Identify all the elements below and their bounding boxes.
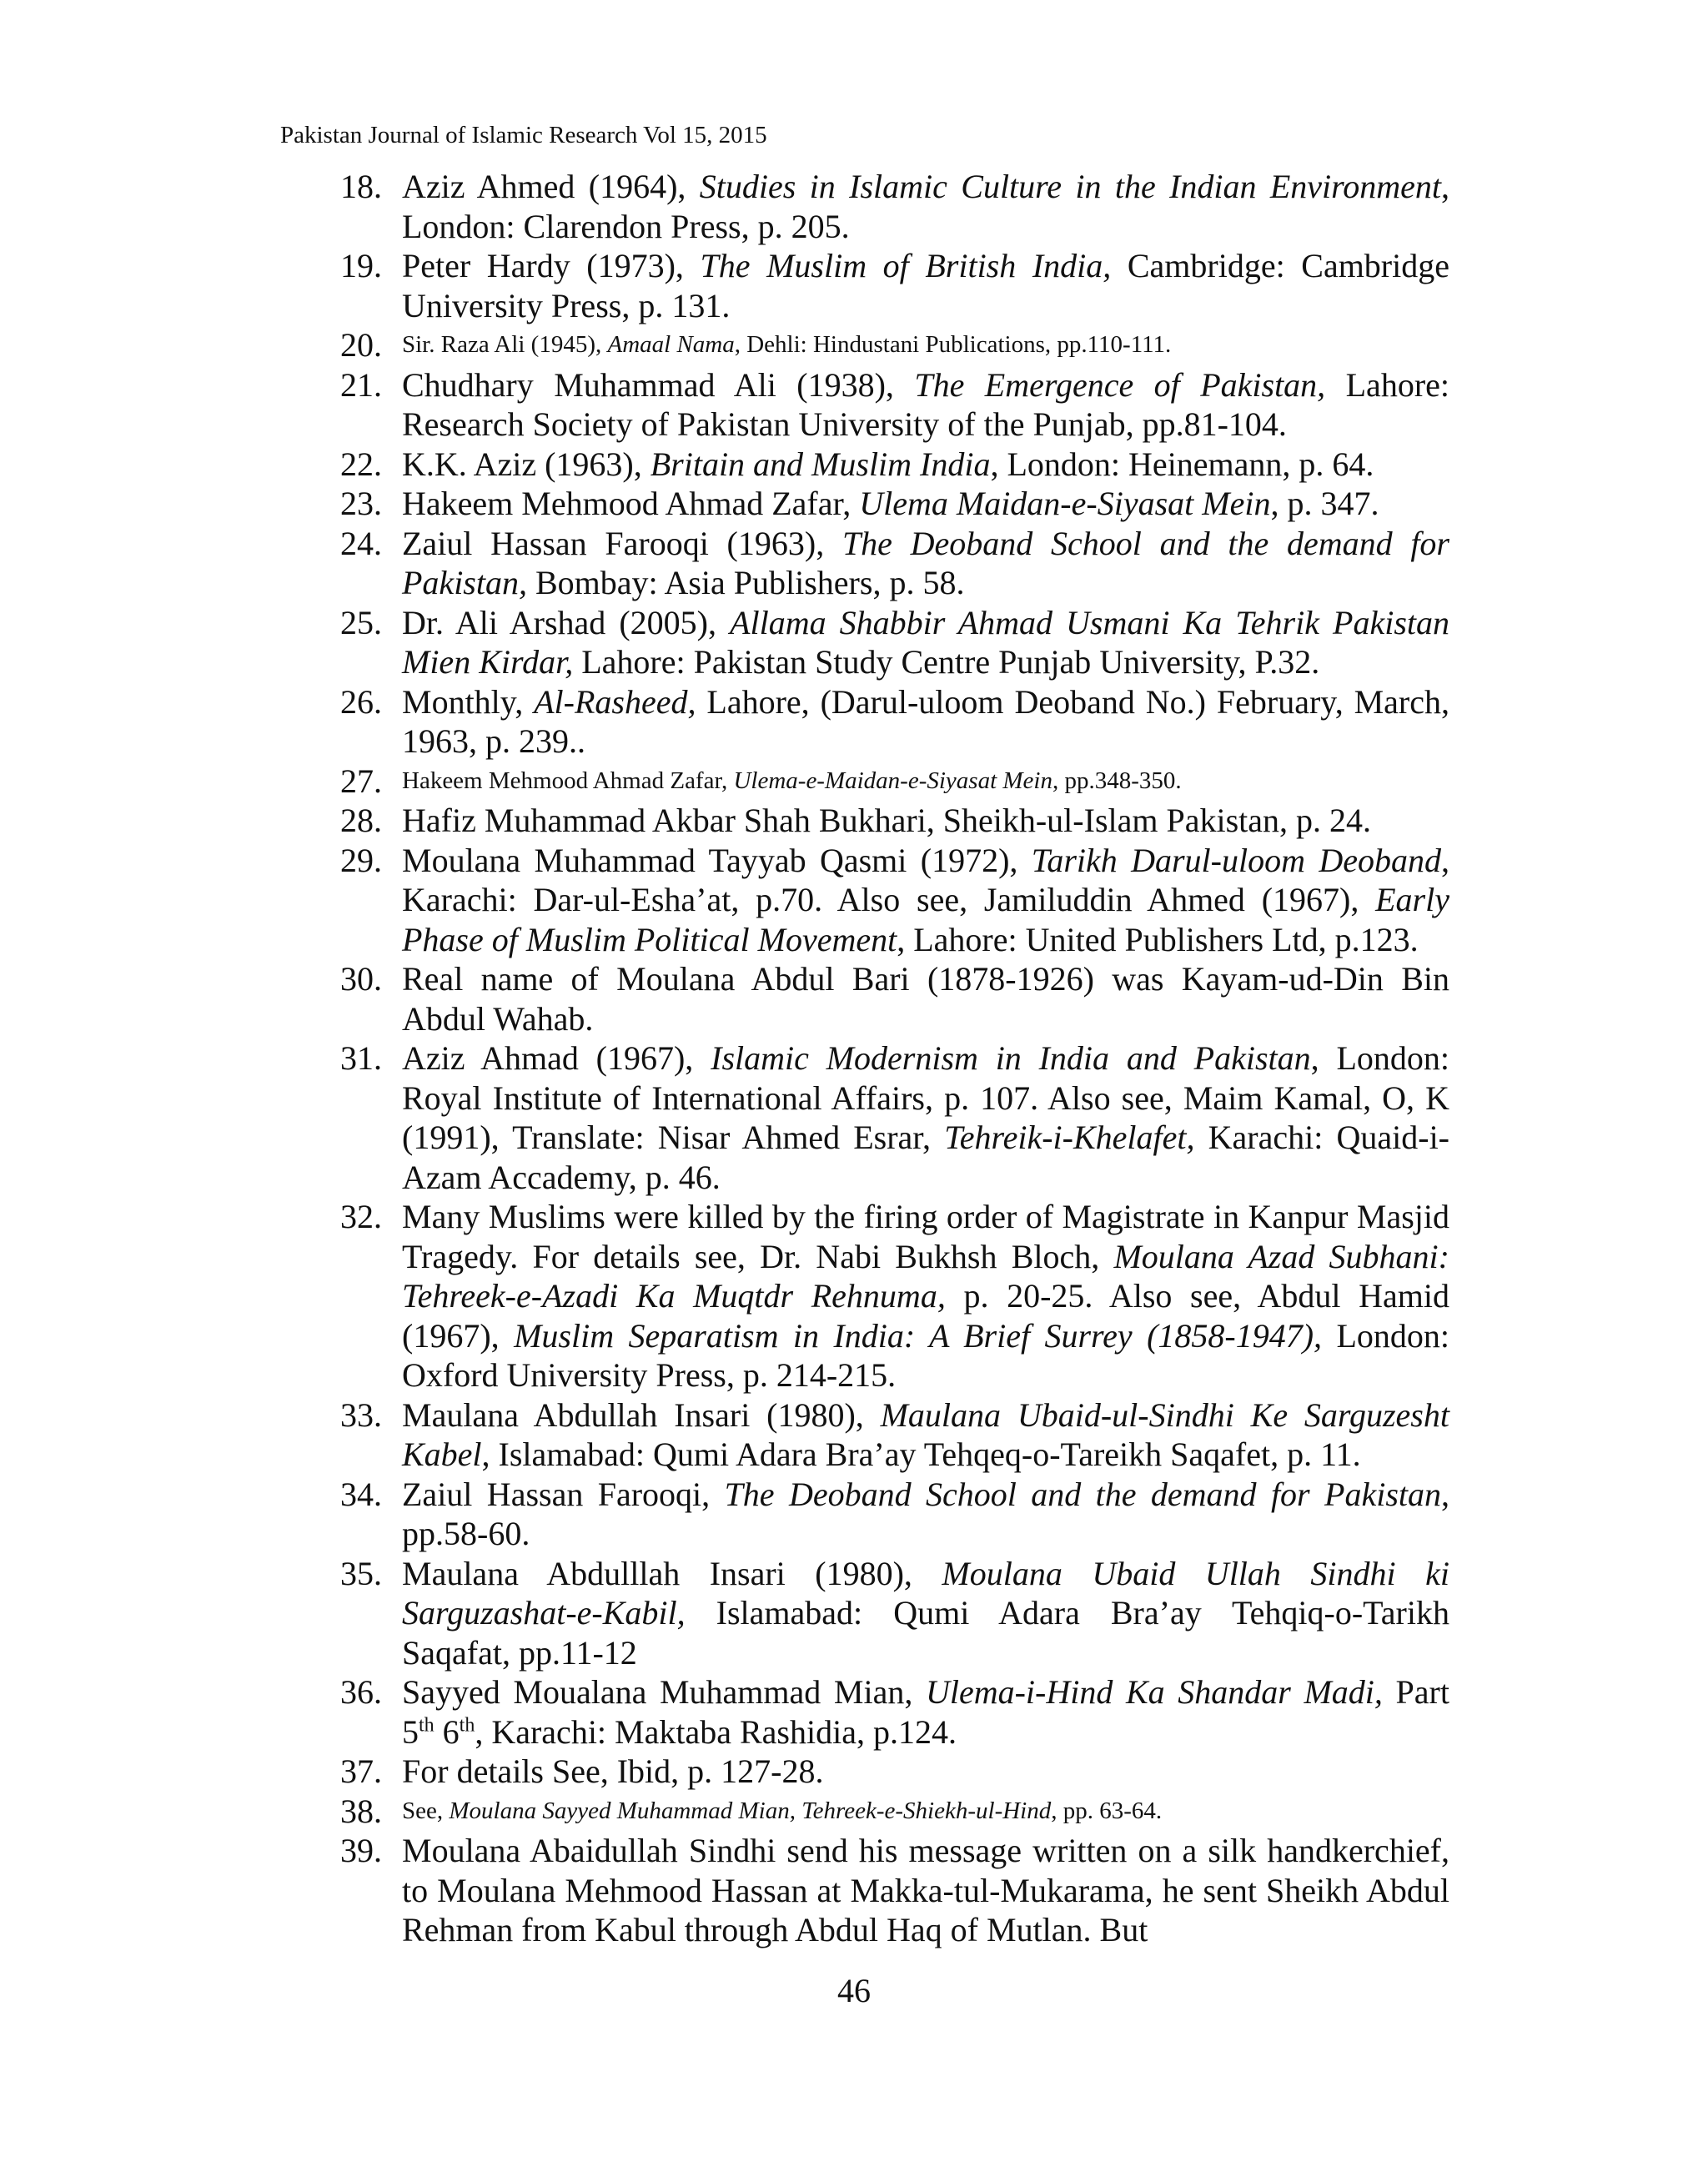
text-run: Real name of Moulana Abdul Bari (1878-1926) was Kayam-ud-Din Bin Abdul Wahab. — [402, 960, 1449, 1038]
endnote-number: 34. — [340, 1475, 382, 1513]
text-run: p. 20-25. Also see, Abdul Hamid (1967), — [402, 1277, 1450, 1355]
endnote-text — [402, 762, 1449, 802]
endnote-text — [402, 959, 1449, 1038]
endnote-number: 39. — [340, 1832, 382, 1869]
italic-title: Studies in Islamic Culture in the Indian Environment — [699, 168, 1441, 205]
italic-title: The Emergence of Pakistan, — [914, 365, 1326, 404]
endnote-text — [402, 682, 1449, 762]
text-run: K.K. Aziz (1963), — [402, 445, 651, 483]
text-run: Lahore, (Darul-uloom Deoband No.) February, March, 1963, p. 239.. — [402, 682, 1450, 760]
endnote-item — [334, 1831, 1449, 1950]
endnote-text — [402, 1395, 1449, 1475]
endnote-text — [402, 484, 1449, 524]
italic-title: Amaal Nama — [607, 331, 735, 358]
text-run: Moulana Abaidullah Sindhi send his message written on a silk handkerchief, to Moulana Mehmood Hassan at Makka-tul-Mukarama, he sent Sheikh Abdul Rehman from Kabul through Abdul Haq of Mutlan. But — [402, 1832, 1449, 1948]
italic-title: The Deoband School and the demand for Pakistan — [724, 1475, 1441, 1513]
text-run: Hakeem Mehmood Ahmad Zafar, — [402, 767, 734, 794]
text-run: Dr. Ali Arshad (2005), — [402, 603, 731, 641]
endnote-item — [334, 1554, 1449, 1673]
text-run: , p. 347. — [1270, 485, 1379, 522]
italic-title: Muslim Separatism in India: A Brief Surrey (1858-1947), — [514, 1316, 1323, 1355]
endnote-text — [402, 841, 1449, 960]
italic-title: Ulema-i-Hind Ka Shandar Madi, — [925, 1673, 1383, 1711]
endnote-text — [402, 1197, 1449, 1395]
endnote-text — [402, 524, 1449, 603]
text-run: Maulana Abdullah Insari (1980), — [402, 1395, 881, 1434]
endnote-number: 18. — [340, 168, 382, 205]
text-run: , Lahore: United Publishers Ltd, p.123. — [897, 920, 1419, 958]
italic-title: The Deoband School and the demand for Pakistan, — [402, 524, 1450, 601]
text-run: Hakeem Mehmood Ahmad Zafar, — [402, 485, 860, 522]
text-run: Lahore: Research Society of Pakistan University of the Punjab, pp.81-104. — [402, 365, 1449, 443]
text-run: See, — [402, 1797, 450, 1824]
italic-title: Ulema-e-Maidan-e-Siyasat Mein — [733, 767, 1052, 794]
text-run: , pp.58-60. — [402, 1475, 1449, 1552]
endnote-item — [334, 365, 1449, 445]
superscript: th — [459, 1714, 475, 1737]
endnote-number: 24. — [340, 524, 382, 562]
text-run: 6 — [434, 1712, 460, 1751]
text-run: , Islamabad: Qumi Adara Bra’ay Tehqeq-o-Tareikh Saqafet, p. 11. — [481, 1435, 1361, 1473]
text-run: Moulana Muhammad Tayyab Qasmi (1972), — [402, 841, 1032, 879]
endnote-text — [402, 365, 1449, 445]
endnote-number: 19. — [340, 247, 382, 284]
endnote-item — [334, 1395, 1449, 1475]
italic-title: Britain and Muslim India — [650, 445, 991, 483]
superscript: th — [419, 1714, 435, 1737]
endnote-number: 32. — [340, 1198, 382, 1235]
endnote-item — [334, 801, 1449, 841]
endnote-number: 21. — [340, 365, 382, 404]
endnotes-list — [334, 167, 1449, 1950]
text-run: , Karachi: Dar-ul-Esha’at, p.70. Also see, Jamiluddin Ahmed (1967), — [402, 841, 1449, 918]
endnote-number: 31. — [340, 1039, 382, 1077]
text-run: , pp. 63-64. — [1051, 1797, 1163, 1824]
text-run: Part 5 — [402, 1673, 1449, 1751]
endnote-item — [334, 167, 1449, 246]
text-run: , London: Clarendon Press, p. 205. — [402, 168, 1449, 245]
text-run: Monthly, — [402, 682, 535, 721]
endnote-text — [402, 246, 1449, 325]
text-run: Zaiul Hassan Farooqi, — [402, 1475, 725, 1513]
endnote-item — [334, 959, 1449, 1038]
endnote-item — [334, 325, 1449, 365]
text-run: , Karachi: Maktaba Rashidia, p.124. — [475, 1712, 957, 1751]
endnote-number: 33. — [340, 1395, 382, 1434]
italic-title: Moulana Ubaid Ullah Sindhi ki Sarguzashat-e-Kabil, — [402, 1554, 1449, 1631]
endnote-text — [402, 801, 1449, 841]
endnote-item — [334, 1038, 1449, 1197]
endnote-text — [402, 1554, 1449, 1673]
endnote-item — [334, 484, 1449, 524]
italic-title: Islamic Modernism in India and Pakistan — [711, 1039, 1311, 1077]
italic-title: The Muslim of British India, — [700, 247, 1112, 284]
italic-title: Moulana Sayyed Muhammad Mian, Tehreek-e-Shiekh-ul-Hind — [449, 1797, 1052, 1824]
endnote-item — [334, 1672, 1449, 1752]
endnote-number: 29. — [340, 841, 382, 879]
endnote-number: 28. — [340, 802, 382, 839]
text-run: Lahore: Pakistan Study Centre Punjab University, P.32. — [573, 643, 1320, 681]
text-run: London: Oxford University Press, p. 214-215. — [402, 1316, 1450, 1394]
text-run: For details See, Ibid, p. 127-28. — [402, 1752, 824, 1790]
endnote-number: 26. — [340, 682, 382, 721]
endnote-number: 35. — [340, 1554, 382, 1592]
endnote-item — [334, 682, 1449, 762]
endnote-text — [402, 1752, 1449, 1792]
running-header: Pakistan Journal of Islamic Research Vol 15, 2015 — [280, 122, 767, 148]
italic-title: Allama Shabbir Ahmad Usmani Ka Tehrik Pakistan Mien Kirdar, — [402, 603, 1449, 681]
text-run: , Dehli: Hindustani Publications, pp.110-111. — [734, 331, 1172, 358]
endnote-item — [334, 603, 1449, 682]
text-run: Zaiul Hassan Farooqi (1963), — [402, 524, 842, 562]
endnote-item — [334, 841, 1449, 960]
endnote-number: 22. — [340, 445, 382, 483]
endnote-number: 25. — [340, 603, 382, 641]
text-run: Chudhary Muhammad Ali (1938), — [402, 365, 915, 404]
text-run: , pp.348-350. — [1052, 767, 1182, 794]
italic-title: Early Phase of Muslim Political Movement — [402, 881, 1449, 958]
endnote-text — [402, 1831, 1449, 1950]
endnote-text — [402, 1792, 1449, 1832]
endnote-item — [334, 1792, 1449, 1832]
text-run: Bombay: Asia Publishers, p. 58. — [526, 564, 965, 601]
italic-title: Maulana Ubaid-ul-Sindhi Ke Sarguzesht Kabel — [402, 1395, 1449, 1473]
endnote-number: 36. — [340, 1673, 382, 1711]
text-run: Cambridge: Cambridge University Press, p. 131. — [402, 247, 1449, 324]
text-run: Sayyed Moualana Muhammad Mian, — [402, 1673, 926, 1711]
page-number: 46 — [837, 1972, 871, 2009]
italic-title: Al-Rasheed, — [534, 682, 696, 721]
endnote-item — [334, 524, 1449, 603]
text-run: , London: Heinemann, p. 64. — [990, 445, 1374, 483]
endnote-number: 27. — [340, 762, 382, 800]
endnote-text — [402, 445, 1449, 485]
italic-title: Moulana Azad Subhani: Tehreek-e-Azadi Ka Muqtdr Rehnuma, — [402, 1237, 1449, 1315]
endnote-text — [402, 1672, 1449, 1752]
endnote-number: 38. — [340, 1792, 382, 1830]
text-run: , London: Royal Institute of International Affairs, p. 107. Also see, Maim Kamal, O, K (1991), Translate: Nisar Ahmed Esrar, — [402, 1039, 1450, 1156]
italic-title: Tehreik-i-Khelafet, — [944, 1119, 1195, 1156]
text-run: Aziz Ahmad (1967), — [402, 1039, 711, 1077]
text-run: Many Muslims were killed by the firing order of Magistrate in Kanpur Masjid Tragedy. For details see, Dr. Nabi Bukhsh Bloch, — [402, 1198, 1449, 1275]
text-run: Peter Hardy (1973), — [402, 247, 701, 284]
endnote-number: 20. — [340, 326, 382, 364]
endnote-item — [334, 1197, 1449, 1395]
endnote-item — [334, 1752, 1449, 1792]
endnote-number: 30. — [340, 960, 382, 998]
text-run: Aziz Ahmed (1964), — [402, 168, 700, 205]
endnote-item — [334, 762, 1449, 802]
endnote-number: 23. — [340, 485, 382, 522]
italic-title: Tarikh Darul-uloom Deoband — [1031, 841, 1441, 879]
endnote-item — [334, 246, 1449, 325]
endnote-text — [402, 167, 1449, 246]
endnote-text — [402, 325, 1449, 365]
endnote-number: 37. — [340, 1752, 382, 1790]
text-run: Sir. Raza Ali (1945), — [402, 331, 608, 358]
text-run: Maulana Abdulllah Insari (1980), — [402, 1554, 942, 1592]
endnote-text — [402, 1038, 1449, 1197]
endnote-text — [402, 1475, 1449, 1554]
endnote-item — [334, 445, 1449, 485]
endnote-text — [402, 603, 1449, 682]
italic-title: Ulema Maidan-e-Siyasat Mein — [859, 485, 1271, 522]
text-run: Islamabad: Qumi Adara Bra’ay Tehqiq-o-Tarikh Saqafat, pp.11-12 — [402, 1594, 1449, 1672]
text-run: Hafiz Muhammad Akbar Shah Bukhari, Sheikh-ul-Islam Pakistan, p. 24. — [402, 802, 1372, 839]
text-run: Karachi: Quaid-i-Azam Accademy, p. 46. — [402, 1119, 1450, 1196]
endnote-item — [334, 1475, 1449, 1554]
